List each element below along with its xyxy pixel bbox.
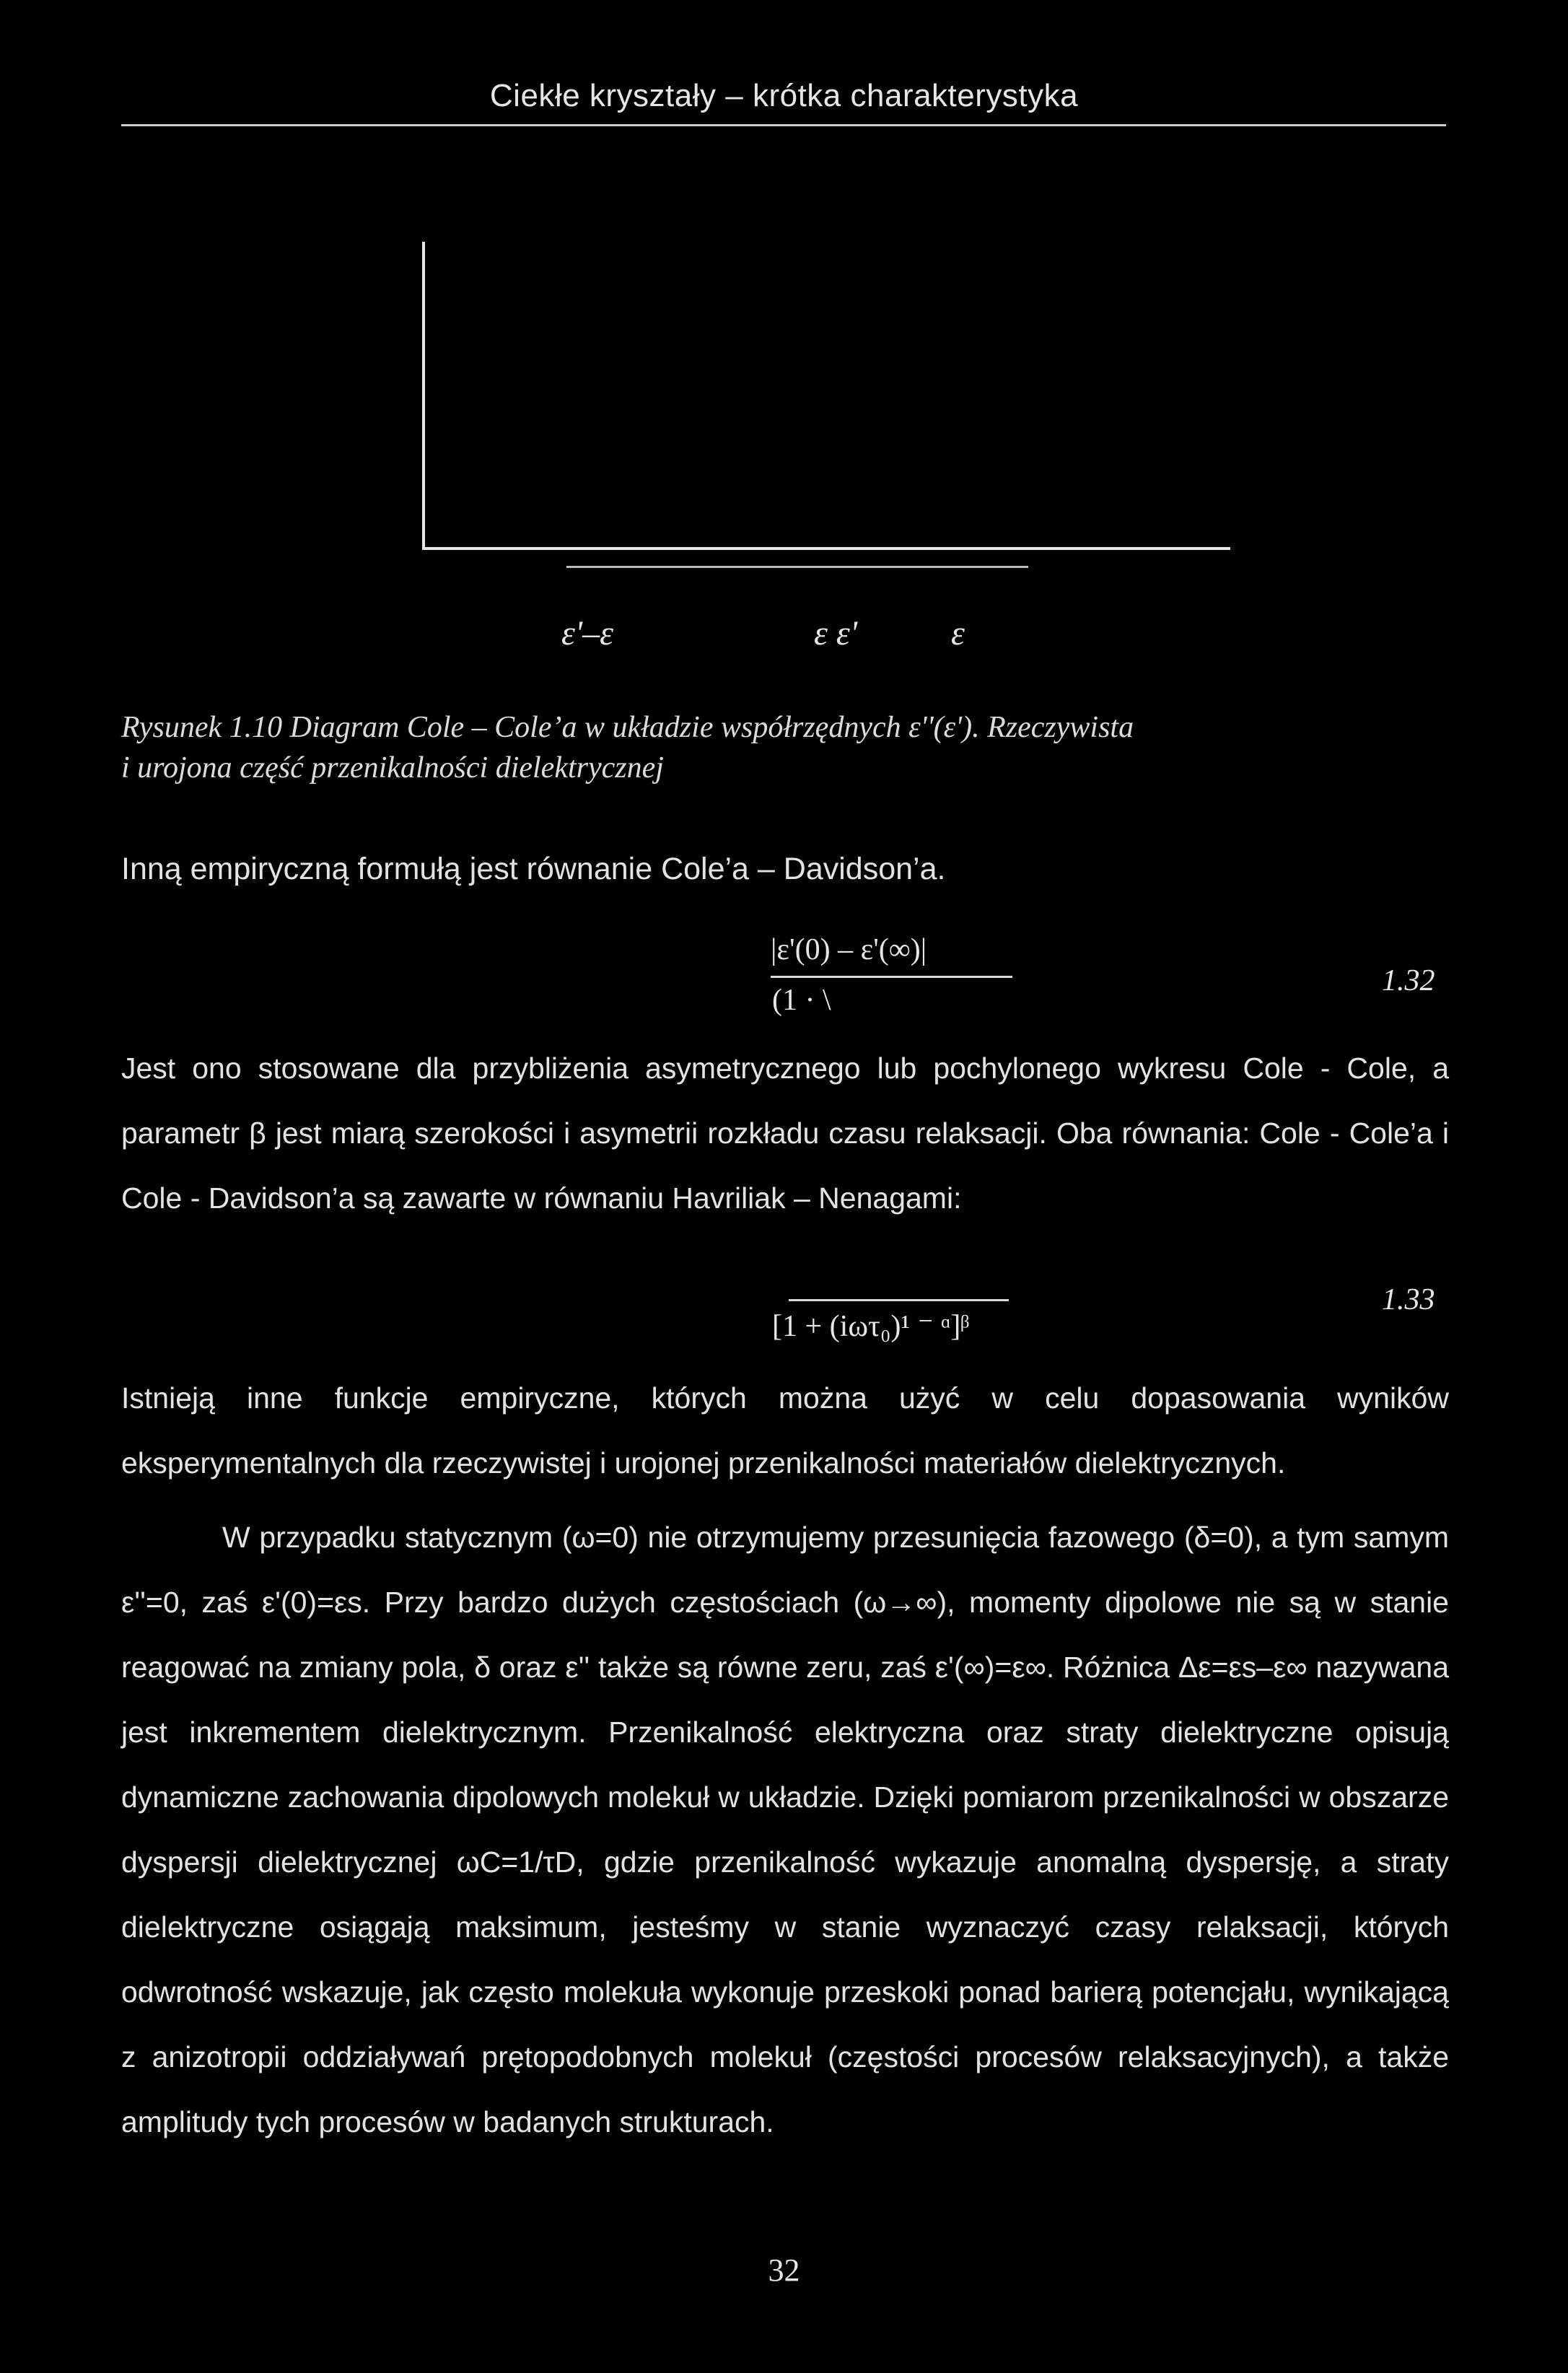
eq33-number: 1.33 (1382, 1283, 1435, 1316)
eq32-number: 1.32 (1382, 964, 1435, 997)
figure-label-2: ε ε' (814, 614, 858, 652)
paragraph-static-case: W przypadku statycznym (ω=0) nie otrzymujemy przesunięcia fazowego (δ=0), a tym samym ε''=0, zaś ε'(0)=εs. Przy bardzo dużych częstościach (ω→∞), momenty dipolowe nie są w stanie reagować na zmiany pola, δ oraz ε'' także są równe zeru, zaś ε'(∞)=ε∞. Różnica Δε=εs–ε∞ nazywana jest inkrementem dielektrycznym. Przenikalność elektryczna oraz straty dielektryczne opisują dynamiczne zachowania dipolowych molekuł w układzie. Dzięki pomiarom przenikalności w obszarze dyspersji dielektrycznej ωC=1/τD, gdzie przenikalność wykazuje anomalną dyspersję, a straty dielektryczne osiągają maksimum, jesteśmy w stanie wyznaczyć czasy relaksacji, których odwrotność wskazuje, jak często molekuła wykonuje przeskoki ponad barierą potencjału, wynikającą z anizotropii oddziaływań prętopodobnych molekuł (częstości procesów relaksacyjnych), a także amplitudy tych procesów w badanych strukturach. (121, 1521, 1449, 2138)
eq33-fraction-bar (789, 1299, 1009, 1301)
eq33-denominator: [1 + (iωτ₀)¹ ⁻ ᵅ]ᵝ (772, 1310, 970, 1343)
figure-underline (566, 566, 1028, 568)
page-number: 32 (768, 2252, 800, 2288)
running-header: Ciekłe kryształy – krótka charakterystyka (489, 78, 1079, 113)
figure-caption (121, 707, 1449, 788)
figure-x-axis (422, 547, 1230, 550)
figure-label-1: ε'–ε (561, 614, 614, 652)
eq32-denominator: (1 · \ (772, 984, 831, 1017)
figure-label-3: ε (951, 614, 965, 652)
header-rule (121, 124, 1446, 126)
paragraph-empirical: Istnieją inne funkcje empiryczne, których można użyć w celu dopasowania wyników eksperymentalnych dla rzeczywistej i urojonej przenikalności materiałów dielektrycznych. (121, 1381, 1449, 1480)
intro-text: Inną empiryczną formułą jest równanie Cole’a – Davidson’a. (121, 852, 946, 886)
caption-line-2: i urojona część przenikalności dielektrycznej (121, 751, 664, 785)
eq32-fraction-bar (771, 976, 1012, 978)
caption-line-1: Rysunek 1.10 Diagram Cole – Cole’a w układzie współrzędnych ε''(ε'). Rzeczywista (121, 711, 1134, 744)
paragraph-cole-davidson: Jest ono stosowane dla przybliżenia asymetrycznego lub pochylonego wykresu Cole - Cole, a parametr β jest miarą szerokości i asymetrii rozkładu czasu relaksacji. Oba równania: Cole - Cole’a i Cole - Davidson’a są zawarte w równaniu Havriliak – Nenagami: (121, 1052, 1449, 1215)
eq32-numerator: |ε'(0) – ε'(∞)| (771, 933, 927, 966)
figure-y-axis (422, 242, 425, 549)
